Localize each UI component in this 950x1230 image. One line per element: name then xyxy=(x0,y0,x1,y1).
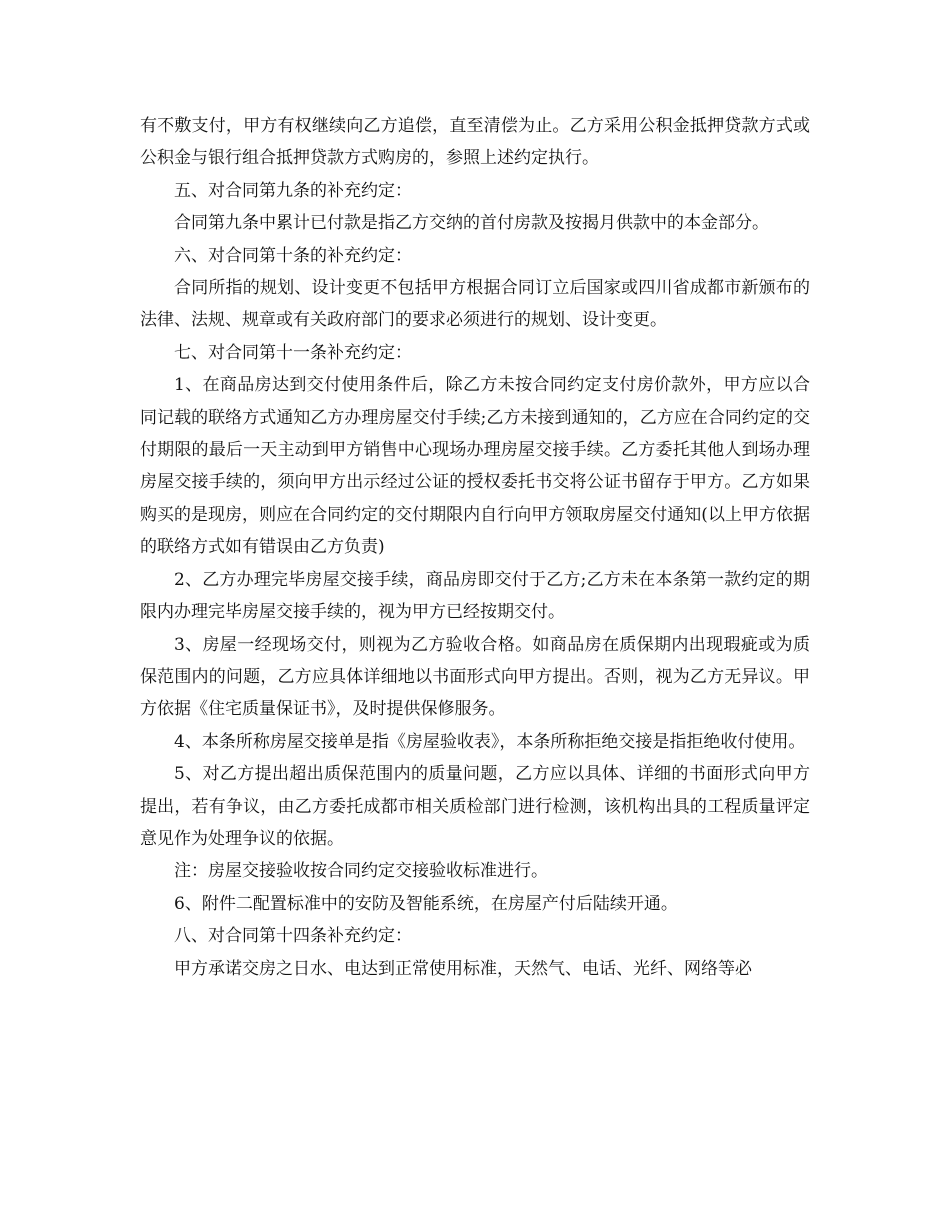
clause-5: 5、对乙方提出超出质保范围内的质量问题，乙方应以具体、详细的书面形式向甲方提出，若有争议，由乙方委托成都市相关质检部门进行检测，该机构出具的工程质量评定意见作为处理争议的依据。 xyxy=(140,764,810,849)
section-heading-6: 六、对合同第十条的补充约定： xyxy=(174,245,412,266)
clause-1: 1、在商品房达到交付使用条件后，除乙方未按合同约定支付房价款外，甲方应以合同记载的联络方式通知乙方办理房屋交付手续;乙方未接到通知的，乙方应在合同约定的交付期限的最后一天主动到甲方销售中心现场办理房屋交接手续。乙方委托其他人到场办理房屋交接手续的，须向甲方出示经过公证的授权委托书交将公证书留存于甲方。乙方如果购买的是现房，则应在合同约定的交付期限内自行向甲方领取房屋交付通知(以上甲方依据的联络方式如有错误由乙方负责) xyxy=(140,375,810,558)
contract-body xyxy=(140,110,810,985)
clause-4: 4、本条所称房屋交接单是指《房屋验收表》，本条所称拒绝交接是指拒绝收付使用。 xyxy=(174,731,806,752)
note: 注：房屋交接验收按合同约定交接验收标准进行。 xyxy=(174,861,548,882)
paragraph: 合同所指的规划、设计变更不包括甲方根据合同订立后国家或四川省成都市新颁布的法律、法规、规章或有关政府部门的要求必须进行的规划、设计变更。 xyxy=(140,278,810,331)
clause-3: 3、房屋一经现场交付，则视为乙方验收合格。如商品房在质保期内出现瑕疵或为质保范围内的问题，乙方应具体详细地以书面形式向甲方提出。否则，视为乙方无异议。甲方依据《住宅质量保证书》，及时提供保修服务。 xyxy=(140,634,810,720)
section-heading-5: 五、对合同第九条的补充约定： xyxy=(174,180,412,201)
section-heading-7: 七、对合同第十一条补充约定： xyxy=(174,342,412,363)
paragraph-continuation: 有不敷支付，甲方有权继续向乙方追偿，直至清偿为止。乙方采用公积金抵押贷款方式或公积金与银行组合抵押贷款方式购房的，参照上述约定执行。 xyxy=(140,116,810,169)
section-heading-8: 八、对合同第十四条补充约定： xyxy=(174,926,412,947)
paragraph: 合同第九条中累计已付款是指乙方交纳的首付房款及按揭月供款中的本金部分。 xyxy=(174,213,769,234)
clause-2: 2、乙方办理完毕房屋交接手续，商品房即交付于乙方;乙方未在本条第一款约定的期限内办理完毕房屋交接手续的，视为甲方已经按期交付。 xyxy=(140,569,810,623)
paragraph: 甲方承诺交房之日水、电达到正常使用标准，天然气、电话、光纤、网络等必 xyxy=(174,958,752,979)
clause-6: 6、附件二配置标准中的安防及智能系统，在房屋产付后陆续开通。 xyxy=(174,893,678,914)
